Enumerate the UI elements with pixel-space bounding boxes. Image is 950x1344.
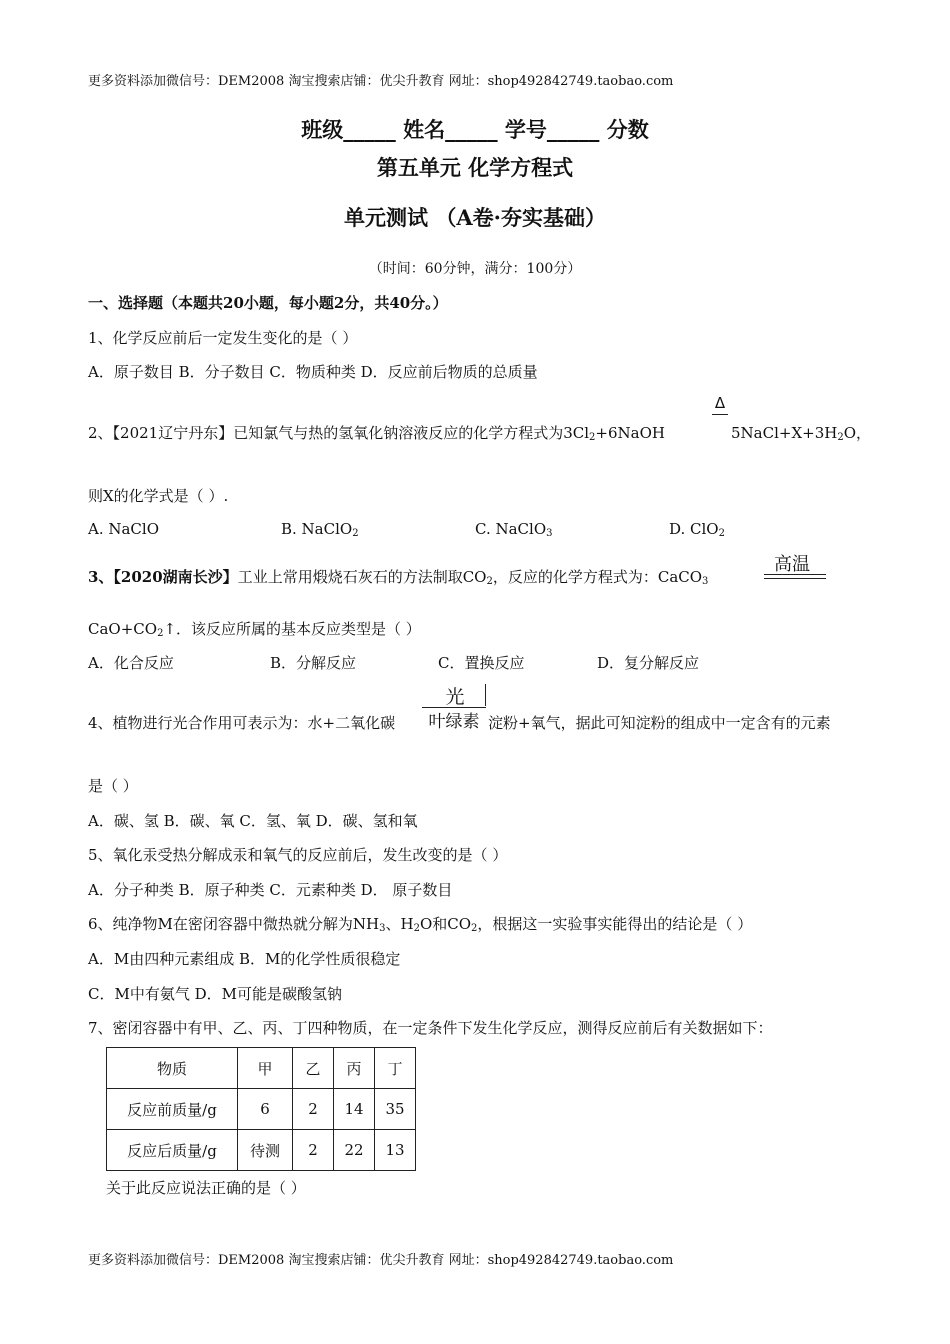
mass-data-table xyxy=(106,1047,416,1171)
question-2-stem-2: 则X的化学式是（ ）. xyxy=(88,487,229,505)
table-cell: 反应前质量/g xyxy=(107,1089,238,1130)
table-cell: 13 xyxy=(375,1130,416,1171)
table-header-cell: 物质 xyxy=(107,1048,238,1089)
question-7-after: 关于此反应说法正确的是（ ） xyxy=(106,1179,306,1197)
question-4-stem-b: 淀粉+氧气，据此可知淀粉的组成中一定含有的元素 xyxy=(488,714,831,732)
question-4-stem-2: 是（ ） xyxy=(88,777,138,795)
table-header-row xyxy=(107,1048,416,1089)
condition-divider xyxy=(485,684,486,706)
question-4-stem-a: 4、植物进行光合作用可表示为：水+二氧化碳 xyxy=(88,714,396,732)
question-6-options-ab: A．M由四种元素组成 B．M的化学性质很稳定 xyxy=(88,950,401,968)
reaction-arrow-line xyxy=(712,414,728,415)
question-4-options: A．碳、氢 B．碳、氧 C．氢、氧 D．碳、氢和氧 xyxy=(88,812,418,830)
reaction-equal-line-top xyxy=(764,574,826,575)
reaction-equal-line-bottom xyxy=(764,578,826,579)
question-2-products: $5NaCl+X+3H_2O$， xyxy=(731,424,872,443)
table-header-cell: 乙 xyxy=(293,1048,334,1089)
chlorophyll-condition: 叶绿素 xyxy=(428,712,480,732)
question-2-option-d: D. ClO$_2$ xyxy=(669,520,725,539)
question-5-stem: 5、氧化汞受热分解成汞和氧气的反应前后，发生改变的是（ ） xyxy=(88,846,508,864)
question-3-stem: 3、【2020湖南长沙】工业上常用煅烧石灰石的方法制取$CO_2$，反应的化学方程式为：CaCO$_3$ xyxy=(88,568,709,587)
question-6-stem: 6、纯净物M在密闭容器中微热就分解为$NH_3$、$H_2O$和$CO_2$，根据这一实验事实能得出的结论是（ ） xyxy=(88,915,753,934)
question-3-option-a: A．化合反应 xyxy=(88,654,174,672)
question-2-option-c: C. NaClO$_3$ xyxy=(475,520,553,539)
table-cell: 2 xyxy=(293,1089,334,1130)
table-header-cell: 丙 xyxy=(334,1048,375,1089)
question-3-option-d: D．复分解反应 xyxy=(597,654,700,672)
time-info: （时间：60分钟，满分：100分） xyxy=(368,261,582,277)
table-cell: 反应后质量/g xyxy=(107,1130,238,1171)
table-header-cell: 甲 xyxy=(238,1048,293,1089)
light-condition: 光 xyxy=(445,686,465,708)
footer-note: 更多资料添加微信号：DEM2008 淘宝搜索店铺：优尖升教育 网址：shop492842749.taobao.com xyxy=(88,1253,674,1268)
header-note: 更多资料添加微信号：DEM2008 淘宝搜索店铺：优尖升教育 网址：shop492842749.taobao.com xyxy=(88,74,674,89)
table-cell: 14 xyxy=(334,1089,375,1130)
student-info-line: 班级_____ 姓名_____ 学号_____ 分数 xyxy=(301,117,649,142)
question-7-stem: 7、密闭容器中有甲、乙、丙、丁四种物质，在一定条件下发生化学反应，测得反应前后有关数据如下： xyxy=(88,1019,773,1037)
question-3-option-b: B．分解反应 xyxy=(270,654,357,672)
test-title: 单元测试 （A卷·夯实基础） xyxy=(344,205,606,230)
question-3-stem-2: $CaO+CO_2↑$．该反应所属的基本反应类型是（ ） xyxy=(88,620,421,639)
question-2-option-b: B. NaClO$_2$ xyxy=(281,520,359,539)
question-3-option-c: C．置换反应 xyxy=(438,654,525,672)
question-1-stem: 1、化学反应前后一定发生变化的是（ ） xyxy=(88,329,358,347)
table-cell: 22 xyxy=(334,1130,375,1171)
table-cell: 待测 xyxy=(238,1130,293,1171)
question-6-options-cd: C．M中有氨气 D．M可能是碳酸氢钠 xyxy=(88,985,342,1003)
table-cell: 6 xyxy=(238,1089,293,1130)
question-1-options: A．原子数目 B．分子数目 C．物质种类 D．反应前后物质的总质量 xyxy=(88,363,538,381)
table-cell: 35 xyxy=(375,1089,416,1130)
question-5-options: A．分子种类 B．原子种类 C．元素种类 D． 原子数目 xyxy=(88,881,453,899)
table-header-cell: 丁 xyxy=(375,1048,416,1089)
table-cell: 2 xyxy=(293,1130,334,1171)
heat-condition-mark: Δ xyxy=(714,394,726,412)
high-temperature-condition: 高温 xyxy=(774,554,810,575)
table-row xyxy=(107,1130,416,1171)
question-2-option-a: A. NaClO xyxy=(88,520,160,538)
unit-title: 第五单元 化学方程式 xyxy=(376,155,574,180)
question-2-stem: 2、【2021辽宁丹东】已知氯气与热的氢氧化钠溶液反应的化学方程式为$3Cl_2+6NaOH$ xyxy=(88,424,665,443)
table-row xyxy=(107,1089,416,1130)
section-heading: 一、选择题（本题共20小题，每小题2分，共40分。） xyxy=(88,294,448,312)
